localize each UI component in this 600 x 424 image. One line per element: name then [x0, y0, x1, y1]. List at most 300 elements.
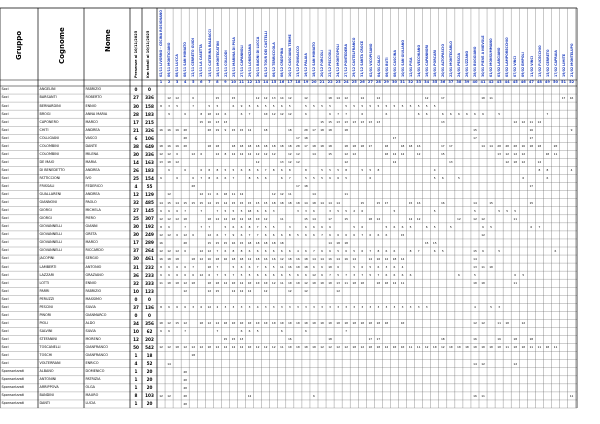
cell-km-event: 6	[305, 272, 307, 277]
cell-km-event: 5	[337, 208, 340, 213]
cell-km-event: 6	[393, 248, 396, 253]
cell-km-event: 16	[159, 128, 163, 133]
cell-km-event: 12	[513, 120, 518, 124]
cell-km-event: 3	[264, 305, 267, 310]
cell-cognome: COLOMBINI	[39, 151, 59, 156]
cell-km-event: 10	[392, 345, 397, 350]
event-index: 12	[247, 80, 253, 85]
cell-nome: GIANNI	[85, 224, 98, 229]
cell-gruppo: Soci	[1, 119, 9, 124]
cell-km-event: 20	[183, 401, 187, 406]
cell-km-event: 12	[199, 345, 204, 350]
cell-gruppo: Soci	[1, 208, 9, 213]
cell-km-event: 6	[240, 168, 243, 173]
cell-km-event: 12	[175, 160, 179, 165]
cell-km-event: 10	[231, 281, 236, 285]
cell-km-event: 12	[247, 128, 252, 133]
cell-km: 215	[145, 119, 154, 125]
cell-km-event: 6	[176, 264, 179, 269]
cell-km-event: 18	[207, 144, 212, 149]
cell-km-event: 12	[344, 95, 348, 100]
cell-km-event: 10	[175, 345, 179, 350]
cell-gruppo: Soci	[1, 103, 9, 108]
cell-km-event: 12	[175, 248, 179, 253]
event-index: 4	[183, 80, 187, 85]
cell-km-event: 3	[313, 305, 315, 310]
cell-km-event: 5	[417, 103, 420, 108]
cell-km-event: 3	[329, 305, 331, 310]
event-header: 22/12 PECCIOLI	[328, 49, 333, 77]
cell-gruppo: Soci	[1, 264, 9, 269]
cell-km-event: 5	[313, 103, 315, 108]
cell-cognome: BARSANTI	[39, 95, 57, 100]
cell-km-event: 13	[159, 160, 163, 165]
cell-km-event: 18	[247, 240, 252, 245]
cell-km-event: 7	[192, 264, 195, 269]
event-header: 28/01 BUGGIANO	[473, 46, 478, 77]
cell-gruppo: Soci	[1, 328, 9, 333]
cell-km: 461	[145, 256, 154, 262]
cell-presenze: 1	[134, 353, 138, 359]
event-header: 04/01 CALCI	[376, 55, 381, 77]
cell-km-event: 18	[231, 144, 236, 149]
cell-km-event: 19	[215, 128, 220, 133]
cell-km-event: 5	[449, 224, 452, 229]
cell-nome: MAURO	[85, 393, 99, 398]
cell-km-event: 12	[167, 232, 171, 237]
event-header: 08/11 SAN MINIATO	[183, 42, 188, 77]
cell-km-event: 13	[215, 120, 220, 124]
cell-km-event: 12	[215, 345, 220, 350]
cell-km-event: 12	[263, 345, 268, 350]
cell-km-event: 20	[191, 184, 196, 189]
cell-km-event: 14	[320, 256, 324, 261]
cell-km-event: 18	[288, 256, 292, 261]
cell-nome: FEDERICO	[85, 184, 103, 188]
cell-km-event: 5	[409, 103, 412, 108]
cell-km-event: 16	[521, 144, 526, 149]
event-index: 18	[295, 80, 301, 85]
cell-km-event: 20	[183, 128, 187, 133]
cell-km-event: 5	[176, 103, 179, 108]
event-header: 12/01 PISA	[408, 57, 413, 77]
event-header: 02/11 LIVORNO - CECINA ROSIGNANO	[159, 10, 164, 77]
cell-km-event: 6	[200, 168, 203, 173]
cell-cognome: TOSCANELLI	[39, 345, 61, 349]
cell-km-event: 18	[263, 128, 268, 133]
cell-km-event: 10	[376, 281, 381, 285]
cell-km-event: 5	[256, 329, 259, 334]
cell-km-event: 10	[497, 345, 501, 350]
cell-km-event: 15	[223, 240, 228, 245]
cell-nome: MICHELA	[85, 208, 101, 213]
cell-km-event: 15	[473, 248, 477, 253]
cell-km-event: 12	[223, 345, 228, 350]
cell-km-event: 18	[392, 256, 397, 261]
cell-km-event: 6	[361, 248, 364, 253]
cell-km-event: 12	[207, 321, 212, 326]
cell-km-event: 12	[384, 345, 389, 350]
cell-km-event: 12	[481, 321, 485, 326]
cell-km-event: 18	[296, 200, 300, 205]
cell-km-event: 6	[514, 272, 517, 277]
cell-km-event: 6	[184, 272, 187, 277]
cell-km-event: 16	[473, 337, 477, 342]
cell-km-event: 11	[231, 192, 236, 197]
cell-km-event: 6	[305, 329, 307, 334]
cell-km-event: 6	[361, 224, 364, 229]
cell-km-event: 6	[256, 103, 259, 108]
cell-km-event: 6	[256, 168, 259, 173]
cell-km: 232	[145, 264, 154, 270]
cell-km-event: 3	[353, 272, 356, 277]
cell-km-event: 3	[417, 305, 420, 310]
cell-km-event: 15	[231, 95, 236, 100]
cell-km-event: 14	[207, 200, 212, 205]
cell-km-event: 15	[191, 200, 196, 205]
cell-km-event: 6	[321, 264, 323, 269]
cell-km-event: 13	[449, 160, 453, 165]
cell-gruppo: Soci	[1, 272, 9, 277]
cell-presenze: 27	[133, 95, 139, 101]
cell-km-event: 16	[296, 256, 300, 261]
cell-km-event: 6	[361, 111, 364, 116]
cell-km-event: 18	[288, 200, 292, 205]
cell-nome: MORENO	[85, 336, 101, 341]
cell-km-event: 6	[401, 272, 404, 277]
cell-km-event: 3	[288, 224, 291, 229]
cell-km-event: 12	[159, 216, 163, 221]
cell-km-event: 12	[288, 152, 292, 157]
cell-gruppo: Sponsorizzati	[1, 369, 25, 374]
cell-km-event: 20	[183, 377, 187, 382]
cell-km-event: 11	[344, 192, 348, 197]
event-index: 11	[239, 80, 245, 85]
cell-nome: GRAZIANO	[85, 272, 104, 277]
event-index: 23	[335, 80, 341, 85]
cell-nome: FABRIZIO	[85, 288, 102, 293]
event-index: 1	[159, 80, 163, 85]
cell-km-event: 10	[473, 281, 477, 285]
cell-km-event: 11	[279, 264, 284, 269]
cell-km-event: 5	[441, 248, 444, 253]
cell-km-event: 11	[344, 281, 348, 285]
event-index: 51	[561, 80, 567, 85]
cell-km-event: 18	[263, 240, 268, 245]
event-header: 02/01 VICOPISANO	[368, 43, 373, 77]
event-index: 29	[383, 80, 389, 85]
cell-km-event: 10	[167, 281, 171, 285]
cell-km-event: 6	[192, 176, 195, 181]
cell-km-event: 5	[474, 272, 476, 277]
header-nome: Nome	[104, 29, 112, 52]
cell-km-event: 12	[159, 345, 163, 350]
cell-km-event: 7	[184, 224, 187, 229]
cell-km-event: 15	[320, 120, 324, 124]
cell-km-event: 20	[296, 144, 300, 149]
event-header: 19/02 LIMITE	[561, 53, 566, 77]
cell-km-event: 6	[232, 224, 235, 229]
cell-nome: ANNA MARIA	[85, 111, 108, 116]
event-index: 26	[359, 80, 365, 85]
cell-km-event: 6	[192, 272, 195, 277]
cell-cognome: PARRI	[39, 288, 50, 293]
cell-km-event: 5	[433, 224, 436, 229]
cell-km-event: 10	[207, 264, 212, 269]
cell-km-event: 6	[176, 152, 179, 157]
cell-gruppo: Soci	[1, 175, 9, 180]
cell-km-event: 18	[320, 128, 324, 133]
cell-km: 336	[145, 95, 154, 101]
cell-presenze: 1	[134, 369, 138, 375]
cell-km: 183	[145, 167, 154, 173]
event-index: 45	[512, 80, 518, 85]
cell-km-event: 6	[345, 248, 348, 253]
cell-km-event: 14	[312, 152, 316, 157]
cell-km-event: 10	[400, 321, 405, 326]
cell-cognome: VOLTERRANI	[39, 361, 61, 366]
cell-km-event: 7	[192, 103, 195, 108]
event-header: 06/12 TERRICCIOLA	[271, 42, 276, 77]
cell-km-event: 15	[408, 200, 413, 205]
cell-km-event: 2	[353, 208, 356, 213]
cell-km-event: 5	[353, 264, 356, 269]
cell-km-event: 12	[304, 289, 308, 294]
cell-gruppo: Soci	[1, 95, 9, 100]
cell-km-event: 6	[441, 176, 444, 181]
event-header: 20/01 ALTOPASCIO	[440, 43, 445, 77]
cell-km-event: 11	[481, 393, 485, 398]
event-index: 37	[448, 80, 454, 85]
cell-km-event: 12	[271, 152, 276, 157]
cell-km-event: 11	[513, 281, 518, 285]
cell-presenze: 37	[133, 248, 139, 254]
cell-km-event: 15	[215, 200, 220, 205]
cell-nome: SILVIA	[85, 304, 96, 309]
cell-gruppo: Soci	[1, 296, 9, 301]
cell-km-event: 6	[377, 232, 380, 237]
cell-km-event: 9	[570, 128, 573, 133]
event-index: 35	[432, 80, 438, 85]
cell-km-event: 6	[425, 224, 428, 229]
cell-km: 129	[145, 192, 154, 198]
cell-cognome: ANTONINI	[39, 377, 57, 382]
cell-km-event: 15	[183, 200, 187, 205]
cell-km-event: 10	[288, 321, 292, 326]
cell-km-event: 18	[279, 144, 284, 149]
cell-km-event: 12	[239, 289, 244, 294]
cell-nome: ALDO	[85, 320, 95, 325]
cell-km: 20	[146, 369, 153, 375]
cell-km-event: 12	[352, 152, 357, 157]
cell-nome: MARCO	[85, 119, 98, 124]
cell-km-event: 12	[207, 289, 212, 294]
cell-km-event: 10	[473, 345, 477, 350]
cell-km-event: 8	[208, 176, 211, 181]
cell-km-event: 6	[208, 272, 211, 277]
cell-km-event: 5	[208, 103, 211, 108]
cell-km-event: 6	[345, 232, 348, 237]
cell-km-event: 14	[320, 200, 324, 205]
cell-km-event: 12	[159, 248, 163, 253]
cell-km-event: 12	[521, 160, 526, 165]
cell-km-event: 12	[215, 216, 220, 221]
event-header: 02/12 TOUR DEI CASTELLI	[263, 30, 268, 77]
cell-km-event: 10	[247, 321, 252, 326]
cell-km-event: 5	[425, 103, 428, 108]
cell-gruppo: Sponsorizzati	[1, 385, 25, 390]
event-index: 41	[480, 80, 486, 85]
cell-km-event: 12	[159, 152, 163, 157]
cell-km-event: 8	[216, 168, 219, 173]
cell-km-event: 12	[521, 120, 526, 124]
cell-km-event: 20	[505, 144, 509, 149]
event-index: 6	[200, 80, 203, 85]
cell-km-event: 6	[385, 232, 388, 237]
cell-km-event: 10	[279, 321, 284, 326]
cell-km-event: 6	[329, 176, 331, 181]
event-header: 29/12 CASTELFRANCO	[352, 37, 357, 77]
cell-km-event: 5	[305, 103, 307, 108]
cell-presenze: 30	[133, 224, 139, 230]
cell-presenze: 37	[133, 304, 139, 310]
cell-km-event: 5	[216, 103, 219, 108]
cell-km-event: 10	[481, 95, 485, 100]
cell-km-event: 12	[505, 160, 509, 165]
cell-km-event: 17	[449, 144, 453, 149]
cell-km-event: 18	[231, 256, 236, 261]
cell-km-event: 18	[255, 256, 260, 261]
cell-km-event: 15	[529, 200, 534, 205]
cell-km-event: 13	[440, 120, 445, 124]
cell-km-event: 10	[175, 281, 179, 285]
cell-km-event: 6	[200, 305, 203, 310]
cell-km-event: 7	[200, 208, 203, 213]
cell-nome: MILENA	[85, 151, 99, 156]
cell-km-event: 7	[208, 224, 211, 229]
cell-cognome: CHITI	[39, 127, 49, 132]
cell-km-event: 14	[167, 361, 171, 366]
cell-nome: ANDREA	[85, 127, 100, 132]
cell-km-event: 16	[529, 128, 534, 133]
cell-km-event: 10	[513, 345, 518, 350]
cell-km-event: 6	[280, 232, 283, 237]
cell-km-event: 6	[264, 208, 267, 213]
cell-gruppo: Soci	[1, 184, 9, 188]
cell-km-event: 10	[320, 321, 324, 326]
cell-km-event: 12	[199, 192, 204, 197]
cell-km: 145	[145, 208, 154, 214]
cell-km-event: 12	[215, 152, 220, 157]
cell-km: 20	[146, 385, 153, 391]
cell-gruppo: Soci	[1, 248, 9, 253]
cell-km: 20	[146, 377, 153, 383]
cell-km-event: 12	[239, 192, 244, 197]
event-header: 01/02 MONSUMMANO	[489, 38, 494, 77]
cell-presenze: 0	[134, 296, 138, 302]
cell-km-event: 10	[400, 345, 405, 350]
cell-km-event: 10	[384, 321, 389, 326]
event-header: 17/02 CAPRAIA	[553, 50, 558, 77]
cell-km-event: 11	[537, 345, 542, 350]
cell-km-event: 14	[336, 256, 340, 261]
event-index: 2	[167, 80, 171, 85]
cell-km: 264	[145, 248, 154, 254]
cell-km-event: 6	[280, 176, 283, 181]
cell-km-event: 15	[489, 200, 493, 205]
cell-km-event: 12	[481, 232, 485, 237]
event-index: 50	[552, 80, 558, 85]
cell-nome: PAOLO	[85, 200, 97, 205]
cell-presenze: 17	[133, 119, 139, 125]
cell-km-event: 6	[160, 329, 162, 334]
cell-km-event: 6	[280, 248, 283, 253]
event-header: 27/11 CAPANNOLI	[239, 45, 244, 77]
cell-km-event: 6	[168, 272, 170, 277]
cell-km-event: 18	[304, 256, 308, 261]
cell-km-event: 10	[255, 321, 260, 326]
cell-presenze: 25	[133, 175, 139, 181]
cell-km-event: 12	[288, 160, 292, 165]
cell-km-event: 10	[336, 321, 340, 326]
cell-km-event: 8	[345, 168, 348, 173]
cell-km-event: 8	[272, 168, 275, 173]
header-presenze: Presenze al 10/11/2025	[134, 30, 138, 78]
cell-km-event: 5	[490, 224, 492, 229]
cell-km-event: 6	[184, 248, 187, 253]
cell-cognome: COLLIGIANI	[39, 135, 59, 140]
cell-km-event: 10	[271, 321, 276, 326]
event-index: 38	[456, 80, 462, 85]
cell-km-event: 15	[400, 232, 405, 237]
cell-km-event: 11	[279, 216, 284, 221]
cell-km-event: 12	[247, 152, 252, 157]
cell-km-event: 12	[239, 216, 244, 221]
cell-km-event: 6	[409, 272, 412, 277]
cell-presenze: 30	[133, 256, 139, 262]
cell-km-event: 12	[191, 152, 196, 157]
event-header: 16/01 CAPANNORI	[424, 44, 429, 77]
cell-km-event: 12	[231, 289, 236, 294]
cell-km-event: 12	[167, 192, 171, 197]
cell-km-event: 14	[312, 192, 316, 197]
cell-km-event: 16	[167, 144, 171, 149]
cell-km-event: 10	[199, 321, 204, 326]
cell-nome: GRETA	[85, 232, 97, 237]
cell-km-event: 12	[521, 152, 526, 157]
cell-km-event: 5	[474, 208, 476, 213]
cell-km-event: 6	[224, 111, 227, 116]
cell-km-event: 12	[247, 256, 252, 261]
cell-nome: GIANMARCO	[85, 312, 107, 317]
cell-km-event: 20	[183, 136, 187, 141]
cell-km-event: 6	[240, 232, 243, 237]
event-header: 26/01 UZZANO	[465, 50, 470, 77]
cell-nome: DOMENICO	[85, 369, 105, 374]
cell-nome: GIANFRANCO	[85, 353, 109, 358]
cell-presenze: 12	[133, 192, 139, 198]
cell-km-event: 6	[168, 264, 170, 269]
cell-presenze: 0	[134, 87, 138, 93]
event-header: 13/02 FUCECCHIO	[537, 45, 542, 77]
cell-km-event: 5	[433, 176, 436, 181]
cell-km-event: 12	[392, 160, 397, 165]
cell-km-event: 5	[232, 264, 235, 269]
cell-km: 289	[145, 240, 154, 246]
cell-km-event: 5	[248, 272, 251, 277]
cell-presenze: 1	[134, 385, 138, 391]
cell-km-event: 15	[473, 128, 477, 133]
